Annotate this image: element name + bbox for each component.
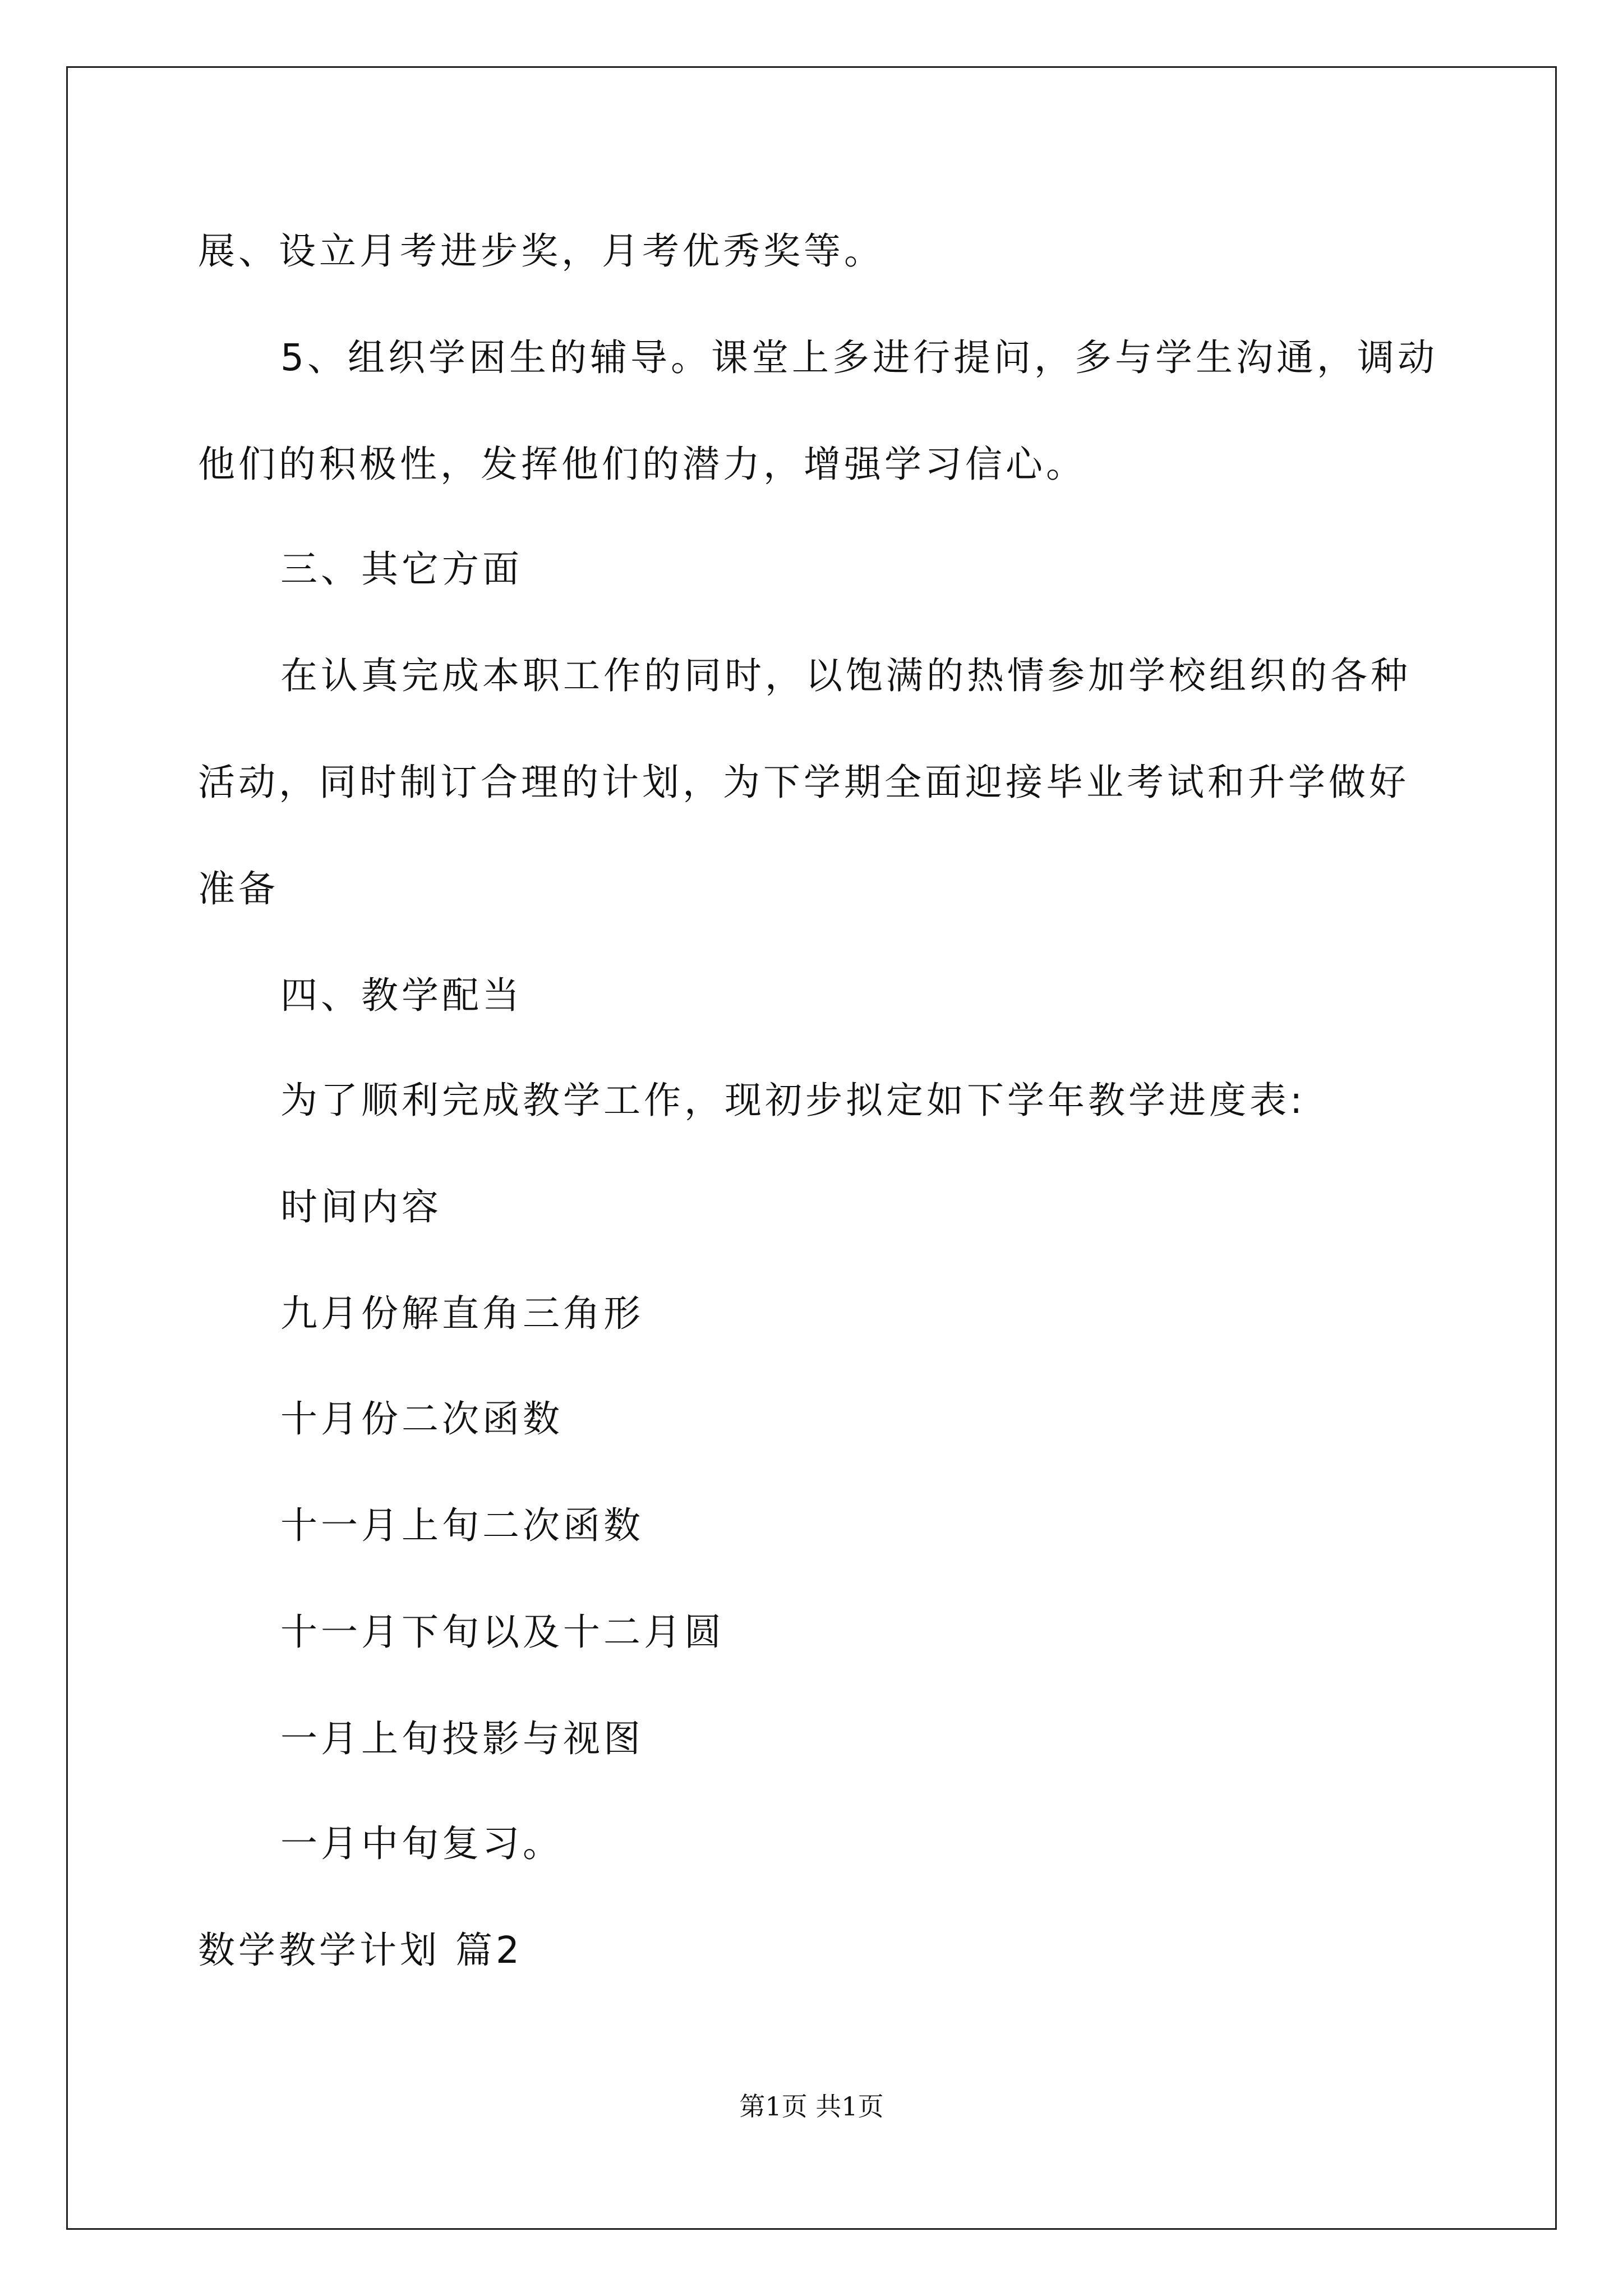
- schedule-row: 十月份二次函数: [280, 1397, 563, 1441]
- schedule-header: 时间内容: [280, 1185, 442, 1228]
- paragraph-line-7: 为了顺利完成教学工作，现初步拟定如下学年教学进度表:: [280, 1079, 1306, 1122]
- section-heading-other: 三、其它方面: [280, 547, 523, 591]
- schedule-row: 一月上旬投影与视图: [280, 1717, 644, 1760]
- schedule-row: 一月中旬复习。: [280, 1822, 563, 1865]
- paragraph-line-6: 准备: [198, 867, 279, 910]
- paragraph-line-2: 5、组织学困生的辅导。课堂上多进行提问，多与学生沟通，调动: [280, 336, 1438, 379]
- schedule-row: 十一月下旬以及十二月圆: [280, 1611, 725, 1654]
- page-footer: 第1页 共1页: [739, 2091, 884, 2122]
- section-heading-teaching: 四、教学配当: [280, 974, 523, 1017]
- page-border: [66, 66, 1557, 2230]
- schedule-row: 九月份解直角三角形: [280, 1292, 644, 1335]
- paragraph-line-3: 他们的积极性，发挥他们的潜力，增强学习信心。: [198, 443, 1086, 486]
- paragraph-line-5: 活动，同时制订合理的计划，为下学期全面迎接毕业考试和升学做好: [198, 761, 1409, 804]
- section-title: 数学教学计划 篇2: [198, 1929, 523, 1972]
- paragraph-line-4: 在认真完成本职工作的同时，以饱满的热情参加学校组织的各种: [280, 654, 1411, 697]
- schedule-row: 十一月上旬二次函数: [280, 1504, 644, 1547]
- paragraph-line-1: 展、设立月考进步奖，月考优秀奖等。: [198, 229, 884, 273]
